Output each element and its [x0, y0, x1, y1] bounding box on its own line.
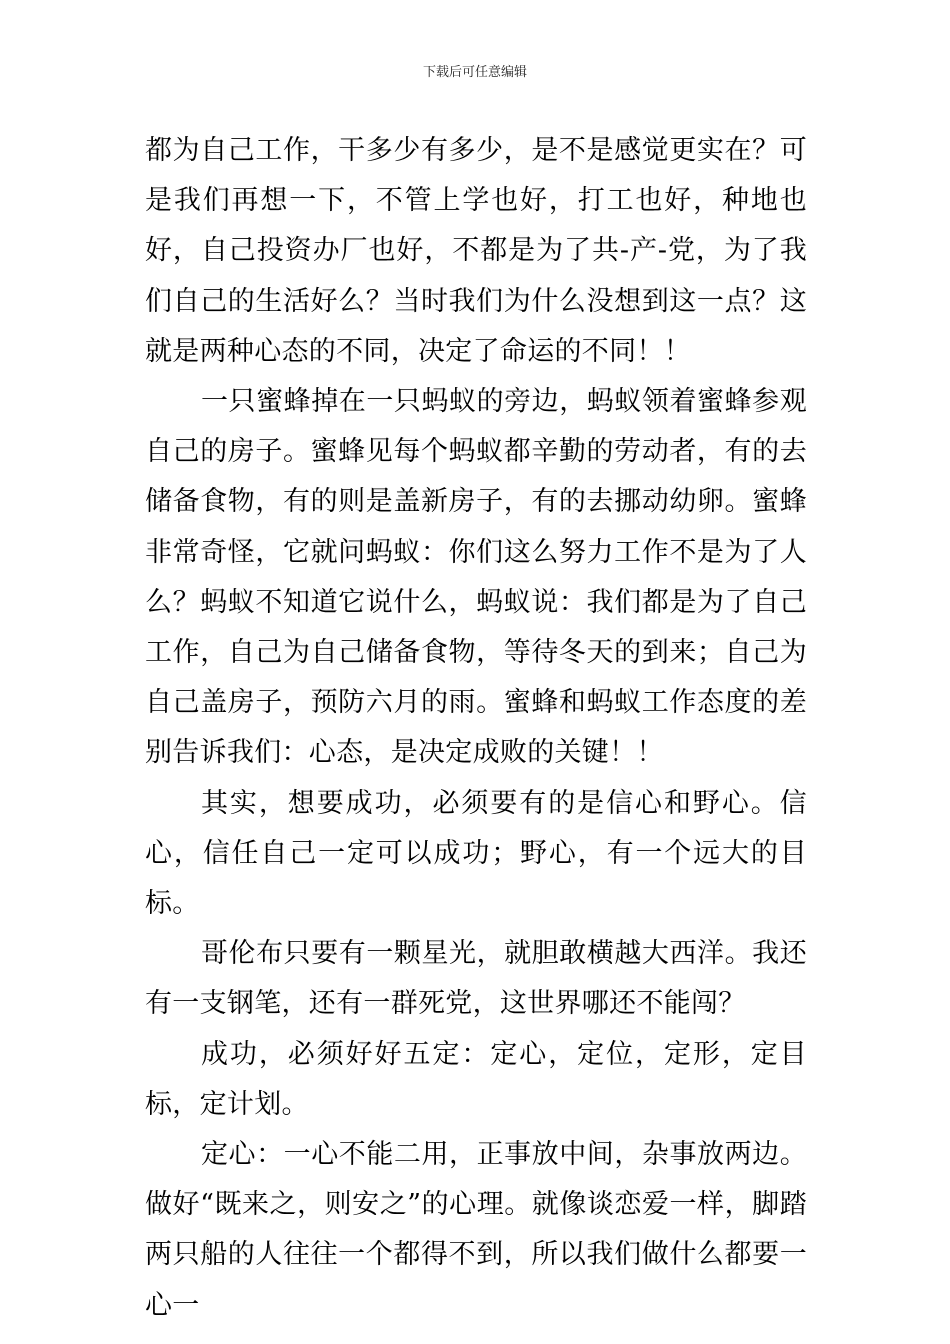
paragraph-6: 定心：一心不能二用，正事放中间，杂事放两边。做好“既来之，则安之”的心理。就像谈恋爱一样，脚踏两只船的人往往一个都得不到，所以我们做什么都要一心一: [145, 1139, 807, 1321]
paragraph-5: 成功，必须好好五定：定心，定位，定形，定目标，定计划。: [145, 1038, 807, 1120]
paragraph-2: 一只蜜蜂掉在一只蚂蚁的旁边，蚂蚁领着蜜蜂参观自己的房子。蜜蜂见每个蚂蚁都辛勤的劳动者，有的去储备食物，有的则是盖新房子，有的去挪动幼卵。蜜蜂非常奇怪，它就问蚂蚁：你们这么努力工作不是为了人么？蚂蚁不知道它说什么，蚂蚁说：我们都是为了自己工作，自己为自己储备食物，等待冬天的到来；自己为自己盖房子，预防六月的雨。蜜蜂和蚂蚁工作态度的差别告诉我们：心态，是决定成败的关键！！: [145, 386, 807, 769]
paragraph-4: 哥伦布只要有一颗星光，就胆敢横越大西洋。我还有一支钢笔，还有一群死党，这世界哪还不能闯？: [145, 938, 807, 1020]
page-header: 下载后可任意编辑: [422, 65, 527, 80]
paragraph-1: 都为自己工作，干多少有多少，是不是感觉更实在？可是我们再想一下，不管上学也好，打工也好，种地也好，自己投资办厂也好，不都是为了共-产-党，为了我们自己的生活好么？当时我们为什么没想到这一点？这就是两种心态的不同，决定了命运的不同！！: [145, 135, 807, 367]
paragraph-3: 其实，想要成功，必须要有的是信心和野心。信心，信任自己一定可以成功；野心，有一个远大的目标。: [145, 787, 807, 920]
document-body: [145, 126, 807, 1331]
